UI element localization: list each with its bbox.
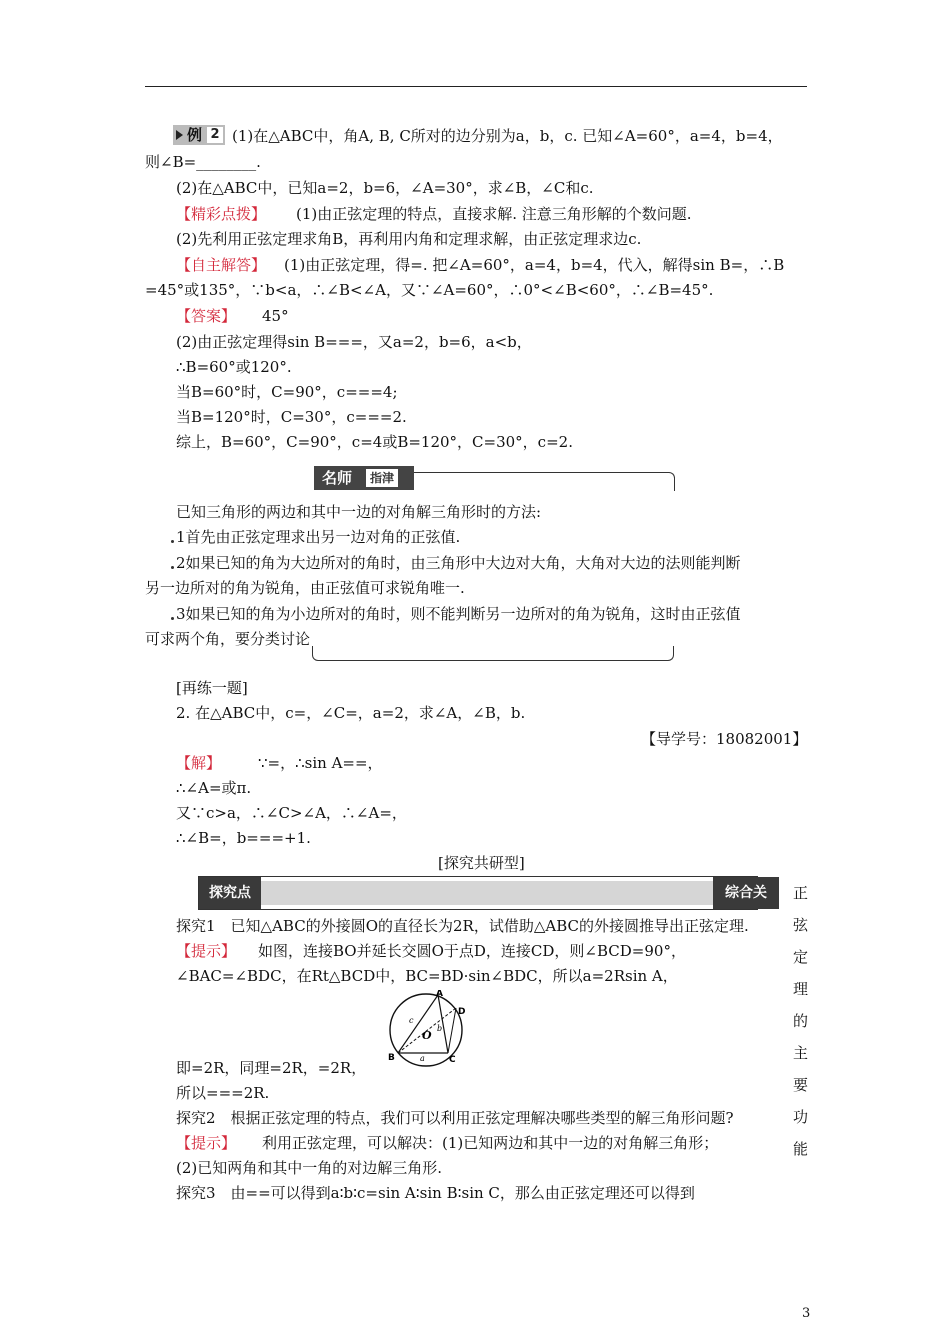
tip-line-3: 即=2R，同理=2R，=2R， bbox=[176, 1059, 367, 1077]
label-D: D bbox=[458, 1007, 466, 1017]
bullet-dot bbox=[171, 540, 174, 543]
header-rule bbox=[145, 86, 807, 87]
practice-solution-2: ∴∠A=或π. bbox=[176, 779, 252, 797]
self-answer-line-2: =45°或135°，∵b<a，∴∠B<∠A，又∵∠A=60°，∴0°<∠B<60°，∴∠B=45°. bbox=[145, 281, 714, 299]
segment-cd bbox=[448, 1008, 456, 1053]
tip-line-1: 如图，连接BO并延长交圆O于点D，连接CD，则∠BCD=90°， bbox=[258, 942, 686, 960]
study-number: 【导学号：18082001】 bbox=[641, 730, 808, 748]
hint-line-1: (1)由正弦定理的特点，直接求解. 注意三角形解的个数问题. bbox=[296, 205, 692, 223]
page-number: 3 bbox=[802, 1306, 811, 1321]
example-line-3: (2)在△ABC中，已知a=2，b=6，∠A=30°，求∠B，∠C和c. bbox=[176, 179, 594, 197]
solution-tag: 【解】 bbox=[176, 754, 222, 772]
label-b: b bbox=[437, 1024, 443, 1033]
explore-bar-fill bbox=[261, 881, 713, 905]
teacher-box-header bbox=[314, 466, 676, 490]
solution-line-1: (2)由正弦定理得sin B===，又a=2，b=6，a<b， bbox=[176, 333, 532, 351]
label-O: O bbox=[422, 1029, 432, 1042]
circle-figure bbox=[376, 990, 476, 1070]
answer-value: 45° bbox=[262, 307, 289, 325]
teacher-box-frame-top bbox=[414, 472, 675, 491]
solution-line-4: 当B=120°时，C=30°，c===2. bbox=[176, 408, 407, 426]
label-a: a bbox=[420, 1054, 425, 1063]
bullet-dot bbox=[171, 617, 174, 620]
tip-line-2: ∠BAC=∠BDC，在Rt△BCD中，BC=BD·sin∠BDC，所以a=2Rsin A， bbox=[176, 967, 678, 985]
teacher-title-1: 名师 bbox=[322, 469, 353, 487]
hint-line-2: (2)先利用正弦定理求角B，再利用内角和定理求解，由正弦定理求边c. bbox=[176, 230, 642, 248]
answer-tag: 【答案】 bbox=[176, 307, 237, 325]
teacher-box-title bbox=[314, 466, 414, 490]
label-B: B bbox=[388, 1053, 395, 1063]
explore-3: 探究3 由==可以得到a∶b∶c=sin A∶sin B∶sin C，那么由正弦定理还可以得到 bbox=[176, 1184, 695, 1202]
self-answer-line-1: (1)由正弦定理，得=. 把∠A=60°，a=4，b=4，代入，解得sin B=，∴B bbox=[284, 256, 785, 274]
teacher-item-2b: 另一边所对的角为锐角，由正弦值可求锐角唯一. bbox=[145, 579, 465, 597]
comprehensive-tag: 综合关 bbox=[713, 877, 779, 909]
label-C: C bbox=[449, 1055, 456, 1065]
self-answer-tag: 【自主解答】 bbox=[176, 256, 267, 274]
example-line-2: 则∠B=________. bbox=[145, 153, 261, 171]
hint-tag: 【精彩点拨】 bbox=[176, 205, 267, 223]
practice-solution-1: ∵=，∴sin A==， bbox=[258, 754, 383, 772]
practice-heading: [再练一题] bbox=[176, 679, 248, 697]
solution-line-2: ∴B=60°或120°. bbox=[176, 358, 292, 376]
bullet-dot bbox=[171, 566, 174, 569]
explore-1: 探究1 已知△ABC的外接圆O的直径长为2R，试借助△ABC的外接圆推导出正弦定理. bbox=[176, 917, 749, 935]
teacher-item-1: 1首先由正弦定理求出另一边对角的正弦值. bbox=[176, 528, 461, 546]
teacher-intro: 已知三角形的两边和其中一边的对角解三角形时的方法: bbox=[176, 503, 542, 521]
tip-tag-2: 【提示】 bbox=[176, 1134, 237, 1152]
label-c: c bbox=[409, 1016, 414, 1025]
side-c bbox=[398, 995, 438, 1053]
practice-solution-3: 又∵c>a，∴∠C>∠A，∴∠A=， bbox=[176, 804, 407, 822]
solution-line-5: 综上，B=60°，C=90°，c=4或B=120°，C=30°，c=2. bbox=[176, 433, 573, 451]
tip-line-6: (2)已知两角和其中一角的对边解三角形. bbox=[176, 1159, 443, 1177]
teacher-item-3a: 3如果已知的角为小边所对的角时，则不能判断另一边所对的角为锐角，这时由正弦值 bbox=[176, 605, 741, 623]
teacher-title-2: 指津 bbox=[366, 469, 398, 487]
explore-point-tag: 探究点 bbox=[199, 877, 261, 909]
explore-2: 探究2 根据正弦定理的特点，我们可以利用正弦定理解决哪些类型的解三角形问题? bbox=[176, 1109, 734, 1127]
teacher-box-frame-bottom bbox=[312, 646, 674, 661]
practice-solution-4: ∴∠B=，b===+1. bbox=[176, 829, 311, 847]
arrow-icon bbox=[176, 130, 183, 140]
tip-line-5: 利用正弦定理，可以解决：(1)已知两边和其中一边的对角解三角形； bbox=[262, 1134, 719, 1152]
tip-line-4: 所以===2R. bbox=[176, 1084, 270, 1102]
teacher-item-2a: 2如果已知的角为大边所对的角时，由三角形中大边对大角，大角对大边的法则能判断 bbox=[176, 554, 741, 572]
explore-heading: [探究共研型] bbox=[438, 854, 525, 872]
example-line-1: (1)在△ABC中，角A, B, C所对的边分别为a，b，c. 已知∠A=60°，a=4，b=4， bbox=[232, 127, 783, 145]
practice-question: 2. 在△ABC中，c=，∠C=，a=2，求∠A，∠B，b. bbox=[176, 704, 526, 722]
example-number: 2 bbox=[207, 127, 223, 143]
explore-topic: 正弦定理的主要功能 bbox=[793, 884, 809, 1158]
example-label: 例 bbox=[187, 126, 203, 144]
solution-line-3: 当B=60°时，C=90°，c===4; bbox=[176, 383, 398, 401]
teacher-item-3b: 可求两个角，要分类讨论 bbox=[145, 630, 311, 648]
label-A: A bbox=[436, 990, 443, 999]
example-badge bbox=[173, 125, 225, 145]
tip-tag-1: 【提示】 bbox=[176, 942, 237, 960]
